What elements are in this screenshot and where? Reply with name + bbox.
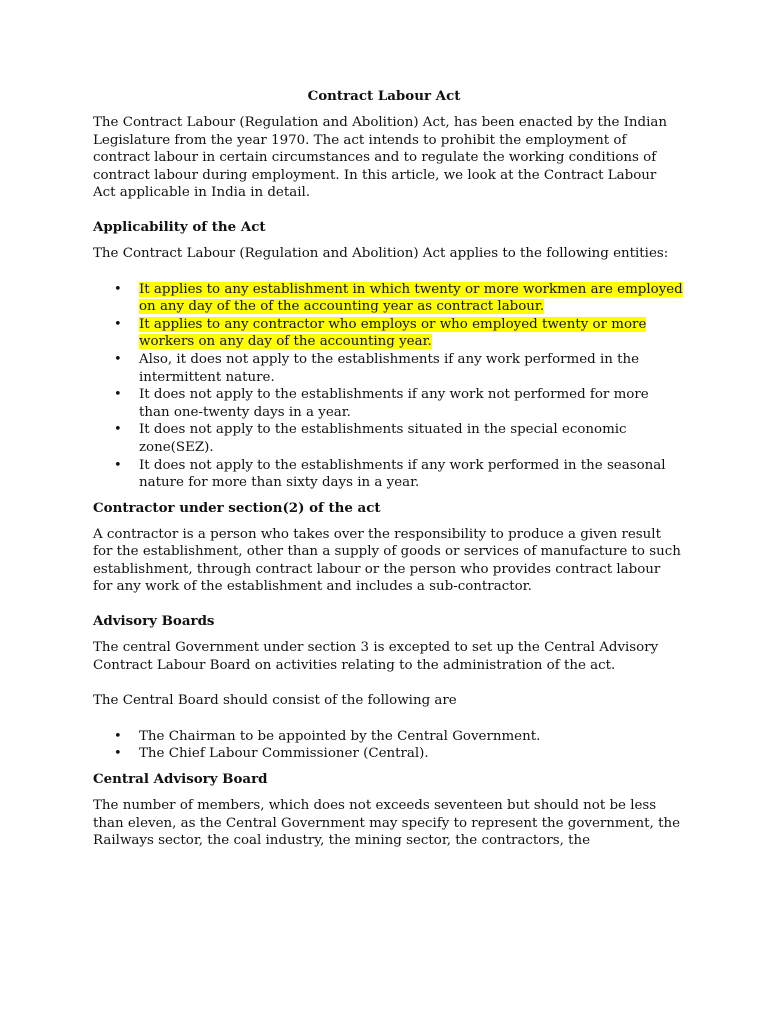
bullet-icon: • <box>114 746 122 762</box>
applicability-list <box>93 281 683 492</box>
document-title: Contract Labour Act <box>307 88 461 104</box>
bullet-icon: • <box>114 728 122 744</box>
list-item <box>93 421 683 456</box>
applicability-heading: Applicability of the Act <box>93 218 266 235</box>
contractor-heading: Contractor under section(2) of the act <box>93 499 381 516</box>
list-item <box>93 745 683 763</box>
highlighted-text: It applies to any contractor who employs or who employed twenty or more workers on any day of the accounting year. <box>139 316 647 350</box>
intro-paragraph: The Contract Labour (Regulation and Abolition) Act, has been enacted by the Indian Legislature from the year 1970. The act intends to prohibit the employment of contract labour in certain circumstances and to regulate the working conditions of contract labour during employment. In this article, we look at the Contract Labour Act applicable in India in detail. <box>93 115 668 201</box>
list-item <box>93 728 683 746</box>
bullet-icon: • <box>114 457 122 473</box>
bullet-icon: • <box>114 422 122 438</box>
list-item-text: The Chairman to be appointed by the Central Government. <box>139 728 541 744</box>
bullet-icon: • <box>114 387 122 403</box>
central-board-paragraph: The number of members, which does not exceeds seventeen but should not be less than eleven, as the Central Government may specify to represent the government, the Railways sector, the coal industry, the mining sector, the contractors, the <box>93 798 680 849</box>
list-item-text: It does not apply to the establishments if any work not performed for more than one-twenty days in a year. <box>139 387 649 420</box>
contractor-paragraph: A contractor is a person who takes over the responsibility to produce a given result for the establishment, other than a supply of goods or services of manufacture to such establishment, through contract labour or the person who provides contract labour for any work of the establishment and includes a sub-contractor. <box>93 526 681 595</box>
list-item <box>93 457 683 492</box>
bullet-icon: • <box>114 281 122 297</box>
highlighted-text: It applies to any establishment in which twenty or more workmen are employed on any day of the of the accounting year as contract labour. <box>139 281 683 315</box>
central-board-heading: Central Advisory Board <box>93 771 268 788</box>
list-item-text: The Chief Labour Commissioner (Central). <box>139 746 429 762</box>
list-item <box>93 386 683 421</box>
list-item <box>93 281 683 316</box>
list-item-text: It does not apply to the establishments if any work performed in the seasonal nature for more than sixty days in a year. <box>139 457 666 491</box>
document-page <box>93 88 683 850</box>
bullet-icon: • <box>114 316 122 332</box>
applicability-lead: The Contract Labour (Regulation and Abolition) Act applies to the following entities: <box>93 245 669 261</box>
advisory-lead: The Central Board should consist of the following are <box>93 693 457 709</box>
list-item <box>93 351 683 386</box>
list-item <box>93 316 683 351</box>
list-item-text: It does not apply to the establishments situated in the special economic zone(SEZ). <box>139 422 627 455</box>
bullet-icon: • <box>114 351 122 367</box>
list-item-text: Also, it does not apply to the establishments if any work performed in the intermittent nature. <box>139 351 640 385</box>
advisory-list <box>93 728 683 763</box>
advisory-heading: Advisory Boards <box>93 613 215 630</box>
advisory-paragraph: The central Government under section 3 is excepted to set up the Central Advisory Contract Labour Board on activities relating to the administration of the act. <box>93 640 659 673</box>
